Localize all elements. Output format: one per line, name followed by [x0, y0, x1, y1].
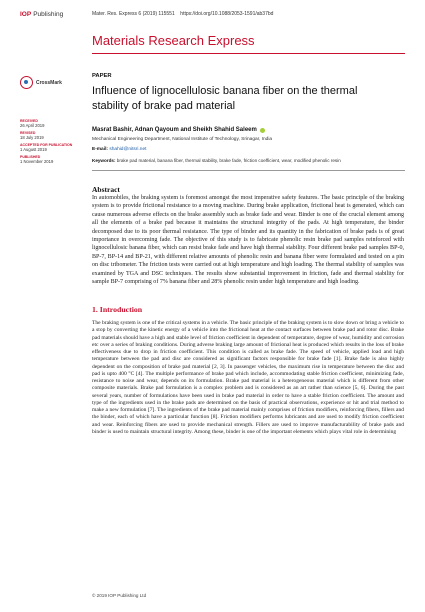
date-value: 1 November 2019: [20, 159, 54, 164]
journal-citation: Mater. Res. Express 6 (2019) 115551: [92, 11, 175, 17]
crossmark-badge[interactable]: [20, 76, 62, 89]
keywords-divider: [92, 170, 405, 171]
date-value: 18 July 2019: [20, 135, 44, 140]
authors-text: Masrat Bashir, Adnan Qayoum and Sheikh Shahid Saleem: [92, 127, 257, 133]
citation-line: [92, 11, 273, 17]
keywords-label: Keywords:: [92, 158, 116, 163]
journal-name[interactable]: Materials Research Express: [92, 33, 255, 48]
copyright-footer: © 2019 IOP Publishing Ltd: [92, 593, 147, 598]
article-type-label: PAPER: [92, 73, 112, 79]
abstract-body: In automobiles, the braking system is foremost amongst the most imperative safety features. The basic principle of the braking system is to provide frictional resistance to a moving machine. During brake application, frictional heat is generated, which can cause numerous adverse effects on the brake assembly such as brake fade and wear. Binder is one of the crucial element among all the elements of a brake pad because it maintains the structural integrity of the pads. At high temperature, the binder decomposed due to its poor thermal resistance. The type of binder and its quantity in the fabrication of brake pads is of great importance in overcoming fade. The objective of this study is to fabricate phenolic resin brake pad samples reinforced with lignocellulosic banana fiber, which can resist brake fade and have high thermal stability. Four different brake pad samples BP-0, BP-7, BP-14 and BP-21, with different relative amounts of phenolic resin and banana fiber were formulated and tested on a pin on disc tribometer. The friction tests were carried out at high temperature and high loading. The thermal stability of samples was examined by TGA and DSC techniques. The results show substantial improvement in friction, fade and thermal stability for sample BP-7 comprising of 7% banana fiber and 28% phenolic resin under high temperature and high loading.: [92, 195, 404, 286]
affiliation: Mechanical Engineering Department, National Institute of Technology, Srinagar, India: [92, 137, 273, 142]
section-heading: 1. Introduction: [92, 305, 143, 314]
date-value: 26 April 2019: [20, 123, 45, 128]
doi-link[interactable]: https://doi.org/10.1088/2053-1591/ab37bd: [180, 11, 274, 17]
crossmark-icon: [20, 76, 33, 89]
header-divider: [92, 53, 405, 54]
email-link[interactable]: shahid@nitsri.net: [109, 147, 147, 152]
date-label: PUBLISHED: [20, 155, 41, 159]
publisher-name: Publishing: [33, 11, 64, 18]
article-title: Influence of lignocellulosic banana fiber on the thermal stability of brake pad material: [92, 85, 358, 112]
keywords-text: brake pad material, banana fiber, thermal stability, brake fade, friction coefficient, wear, modified phenolic resin: [116, 158, 341, 163]
orcid-icon[interactable]: [260, 128, 265, 133]
email-label: E-mail:: [92, 147, 108, 152]
section-body: The braking system is one of the critical systems in a vehicle. The basic principle of the braking system is to slow down or bring a vehicle to a stop by converting the kinetic energy of a vehicle into the frictional heat at the contact surfaces between brake pad and rotor disc. Brake pad materials should have a high and stable level of friction coefficient in dependent of temperature, degree of wear, humidity and corrosion etc over a series of braking conditions. During adverse braking large amount of frictional heat is produced which results in the loss of brake effectiveness due to drop in friction coefficient. This condition is called as brake fade. The speed of vehicle, applied load and high temperature between the pad and disc are considered as significant factors responsible for brake fade [1]. Brake fade is also highly dependent on the composition of brake pad material [2, 3]. In passenger vehicles, the maximum rise in temperature between the disc and pad is upto 400 °C [4]. The multiple performance of brake pad which include, accommodating stable friction coefficient, minimizing fade, resistance to noise and wear, depends on its formulation. Brake pad material is a heterogeneous material which is different from other composite materials. Brake pad formulation is a complex problem and is considered as an art rather than science [5, 6]. During the past several years, number of formulations have been used in brake pad material in order to have a stable friction coefficient. The amount and type of the ingredients used in the brake pads are determined on the basis of practical observations, experience or hit and trial method to make a new formulation [7]. The ingredients of the brake pad material mainly comprises of friction modifiers, reinforcing fibers, fillers and the binder, each of which have a particular function [8]. Friction modifiers performs lubricants and are used to modify friction coefficient and wear. Reinforcing fibers are used to provide mechanical strength. Fillers are used to improve manufacturability of brake pads and binder is used to maintain structural integrity. Among these, binder is one of the important elements which plays vital role in determining: [92, 320, 404, 435]
date-label: ACCEPTED FOR PUBLICATION: [20, 143, 73, 147]
keywords: [92, 158, 405, 163]
abstract-heading: Abstract: [92, 185, 120, 194]
date-value: 1 August 2019: [20, 147, 47, 152]
date-label: REVISED: [20, 131, 36, 135]
corresponding-email: [92, 147, 146, 152]
author-list: [92, 127, 265, 133]
publication-dates: [20, 116, 80, 164]
iop-logo-mark: IOP: [20, 11, 32, 18]
date-label: RECEIVED: [20, 119, 38, 123]
publisher-logo: [20, 11, 63, 18]
crossmark-label: CrossMark: [36, 79, 62, 86]
